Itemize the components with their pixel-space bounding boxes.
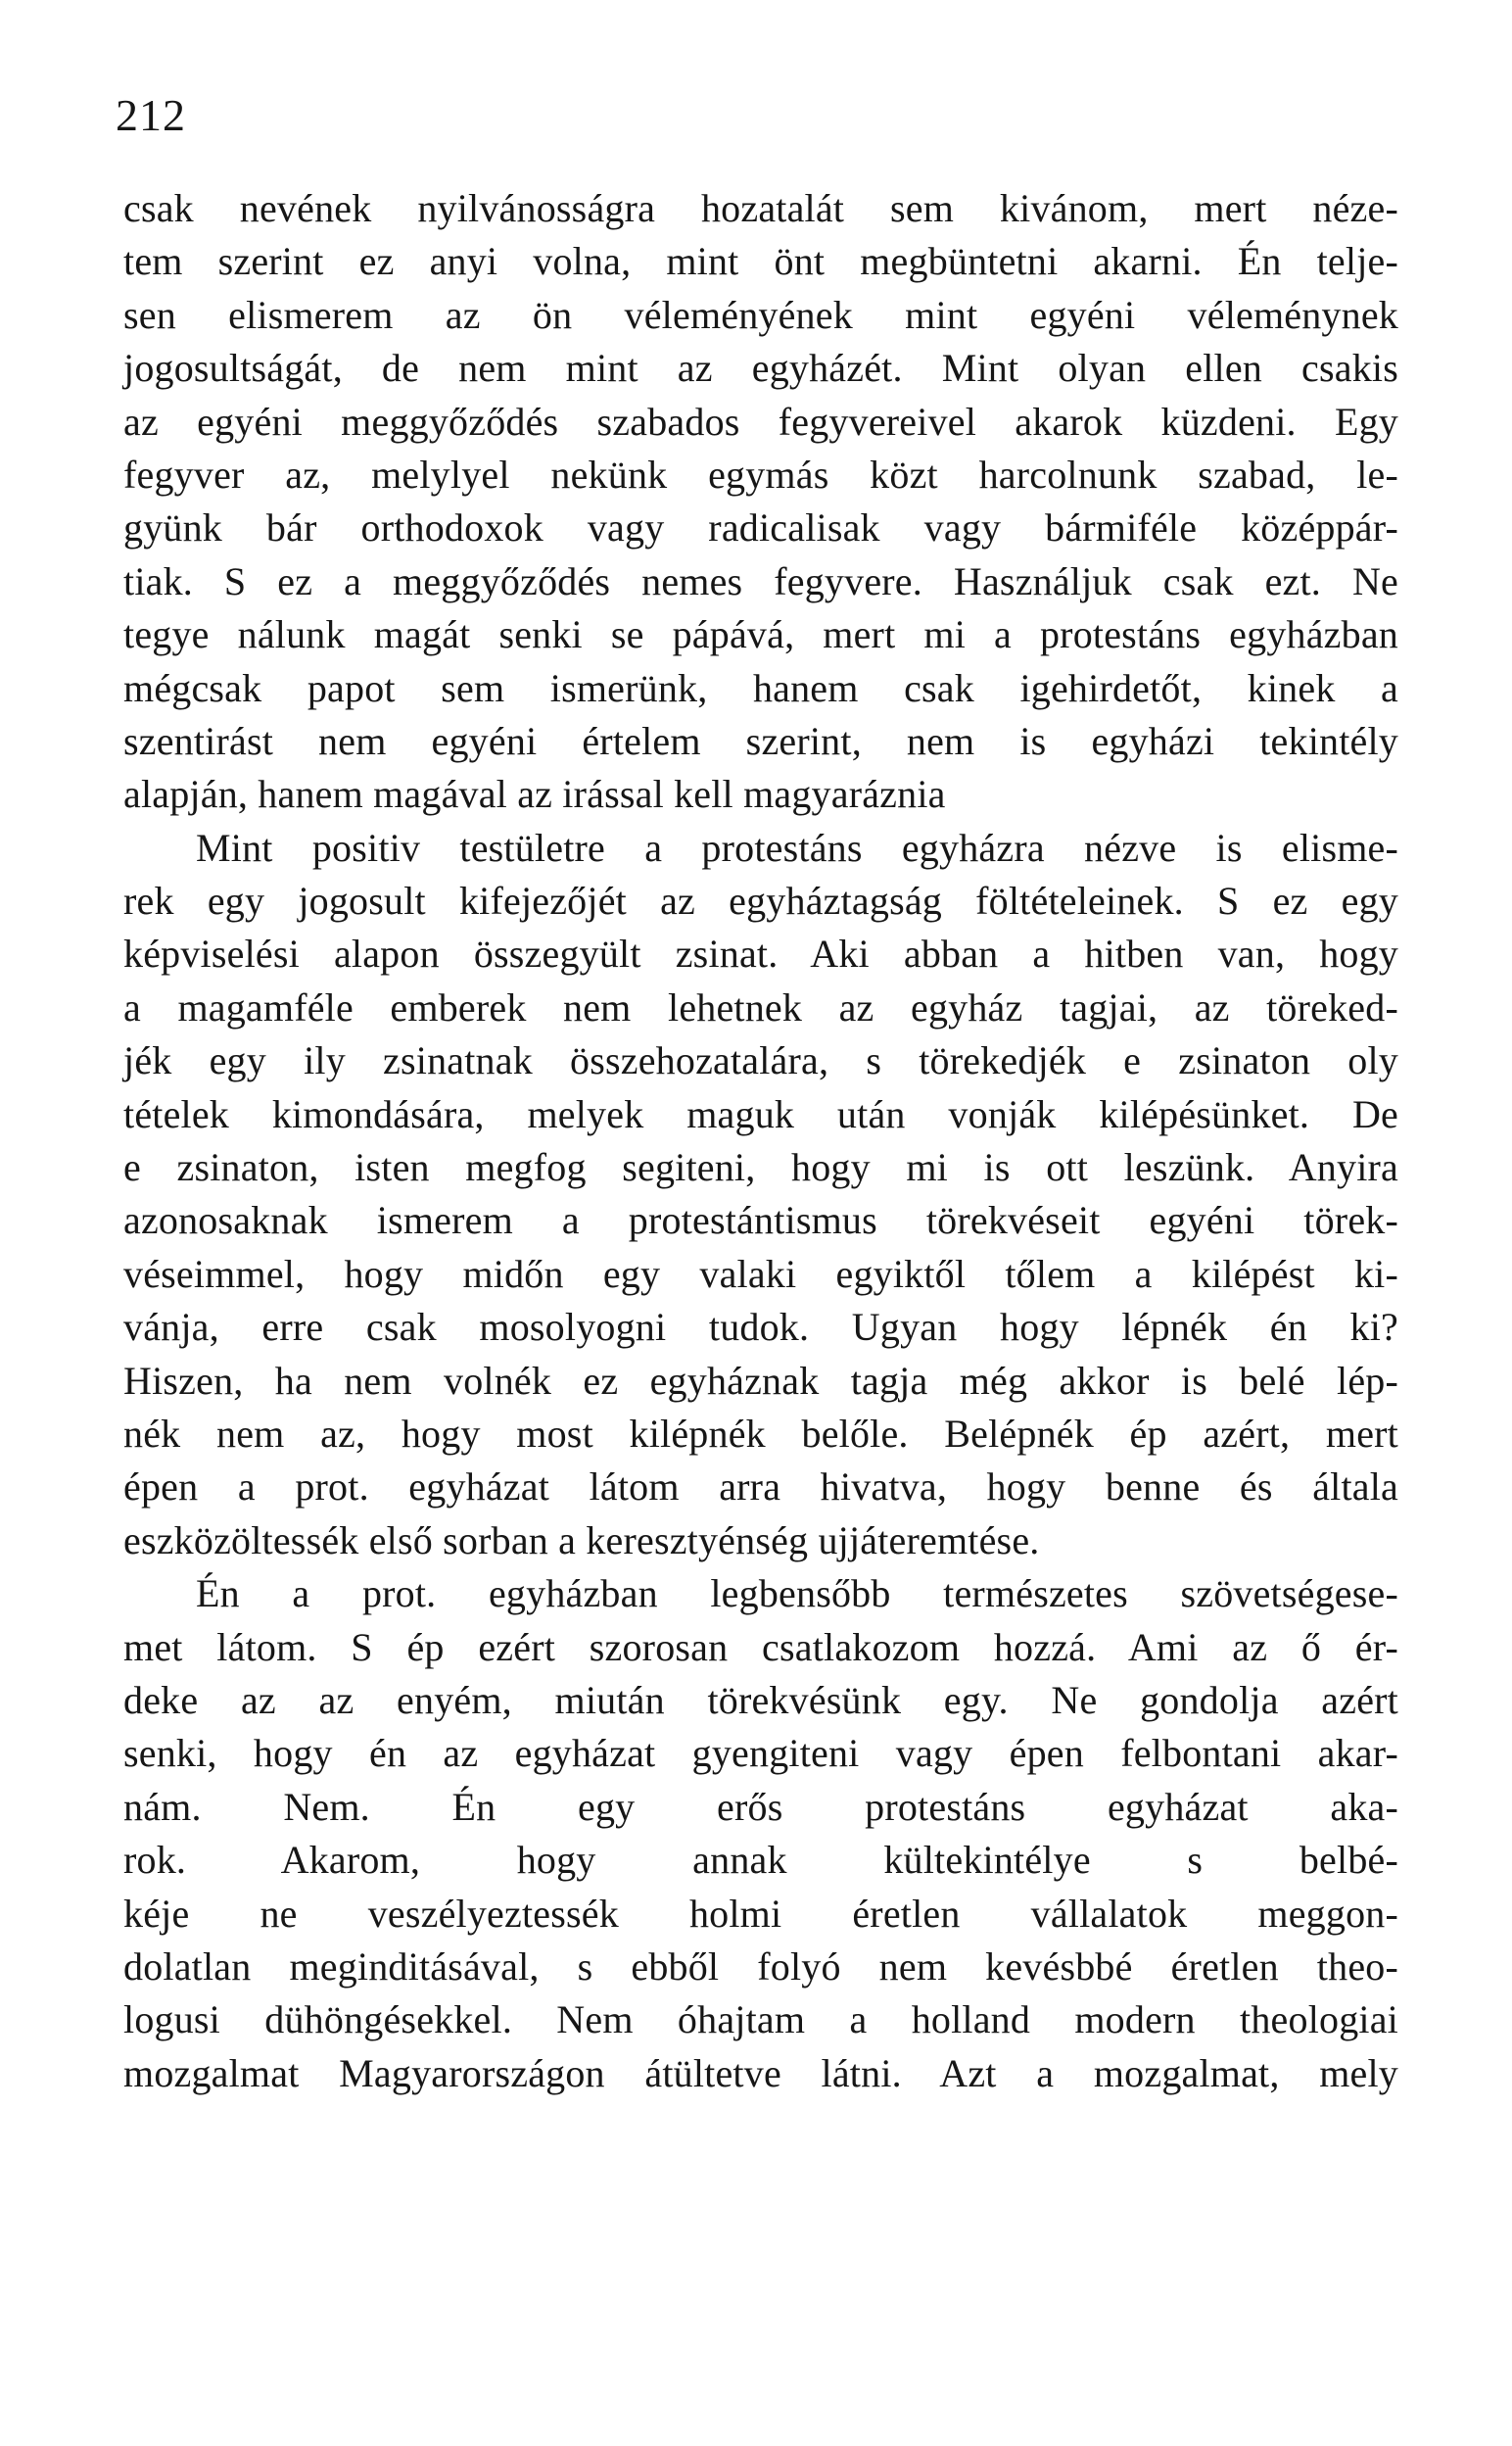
- text-line: senki, hogy én az egyházat gyengiteni vagy épen felbontani akar-: [123, 1731, 1398, 1776]
- text-line: eszközöltessék első sorban a keresztyénség ujjáteremtése.: [123, 1517, 1040, 1562]
- text-line: rek egy jogosult kifejezőjét az egyháztagság föltételeinek. S ez egy: [123, 879, 1398, 924]
- text-line: dolatlan meginditásával, s ebből folyó nem kevésbbé éretlen theo-: [123, 1943, 1398, 1989]
- text-line: jék egy ily zsinatnak összehozatalára, s törekedjék e zsinaton oly: [123, 1038, 1398, 1083]
- text-line: met látom. S ép ezért szorosan csatlakozom hozzá. Ami az ő ér-: [123, 1624, 1398, 1669]
- page-number: 212: [116, 90, 186, 140]
- text-line: fegyver az, melylyel nekünk egymás közt harcolnunk szabad, le-: [123, 452, 1398, 497]
- text-line: vánja, erre csak mosolyogni tudok. Ugyan hogy lépnék én ki?: [123, 1305, 1398, 1350]
- text-line: a magamféle emberek nem lehetnek az egyház tagjai, az töreked-: [123, 984, 1398, 1030]
- text-line: mégcsak papot sem ismerünk, hanem csak igehirdetőt, kinek a: [123, 665, 1398, 710]
- text-line: csak nevének nyilvánosságra hozatalát sem kivánom, mert néze-: [123, 186, 1398, 230]
- text-line: deke az az enyém, miután törekvésünk egy. Ne gondolja azért: [123, 1677, 1398, 1722]
- text-line: épen a prot. egyházat látom arra hivatva, hogy benne és általa: [123, 1464, 1398, 1510]
- text-line: jogosultságát, de nem mint az egyházét. Mint olyan ellen csakis: [123, 346, 1398, 391]
- text-line: szentirást nem egyéni értelem szerint, nem is egyházi tekintély: [123, 718, 1398, 763]
- text-line: alapján, hanem magával az irással kell magyaráznia: [123, 772, 946, 817]
- text-line: e zsinaton, isten megfog segiteni, hogy mi is ott leszünk. Anyira: [123, 1145, 1398, 1190]
- text-line: mozgalmat Magyarországon átültetve látni. Azt a mozgalmat, mely: [123, 2050, 1398, 2095]
- text-line: sen elismerem az ön véleményének mint egyéni véleménynek: [123, 292, 1398, 337]
- text-line: tételek kimondására, melyek maguk után vonják kilépésünket. De: [123, 1091, 1398, 1136]
- text-line: tem szerint ez anyi volna, mint önt megbüntetni akarni. Én telje-: [123, 239, 1398, 284]
- text-line: logusi dühöngésekkel. Nem óhajtam a holland modern theologiai: [123, 1997, 1398, 2042]
- text-line: nék nem az, hogy most kilépnék belőle. Belépnék ép azért, mert: [123, 1411, 1398, 1456]
- text-line: az egyéni meggyőződés szabados fegyvereivel akarok küzdeni. Egy: [123, 399, 1398, 444]
- text-line: véseimmel, hogy midőn egy valaki egyiktől tőlem a kilépést ki-: [123, 1251, 1398, 1296]
- text-line: rok. Akarom, hogy annak kültekintélye s belbé-: [123, 1838, 1398, 1883]
- text-line: Mint positiv testületre a protestáns egyházra nézve is elisme-: [196, 825, 1398, 870]
- body-text: [123, 182, 1398, 2100]
- text-line: tiak. S ez a meggyőződés nemes fegyvere. Használjuk csak ezt. Ne: [123, 558, 1398, 603]
- text-line: gyünk bár orthodoxok vagy radicalisak vagy bármiféle középpár-: [123, 505, 1398, 551]
- text-line: képviselési alapon összegyült zsinat. Aki abban a hitben van, hogy: [123, 932, 1398, 977]
- text-line: Hiszen, ha nem volnék ez egyháznak tagja még akkor is belé lép-: [123, 1358, 1398, 1403]
- text-line: tegye nálunk magát senki se pápává, mert mi a protestáns egyházban: [123, 612, 1398, 657]
- text-line: Én a prot. egyházban legbensőbb természetes szövetségese-: [196, 1571, 1398, 1616]
- text-line: kéje ne veszélyeztessék holmi éretlen vállalatok meggon-: [123, 1891, 1398, 1936]
- text-line: nám. Nem. Én egy erős protestáns egyházat aka-: [123, 1784, 1398, 1829]
- text-line: azonosaknak ismerem a protestántismus törekvéseit egyéni törek-: [123, 1198, 1398, 1243]
